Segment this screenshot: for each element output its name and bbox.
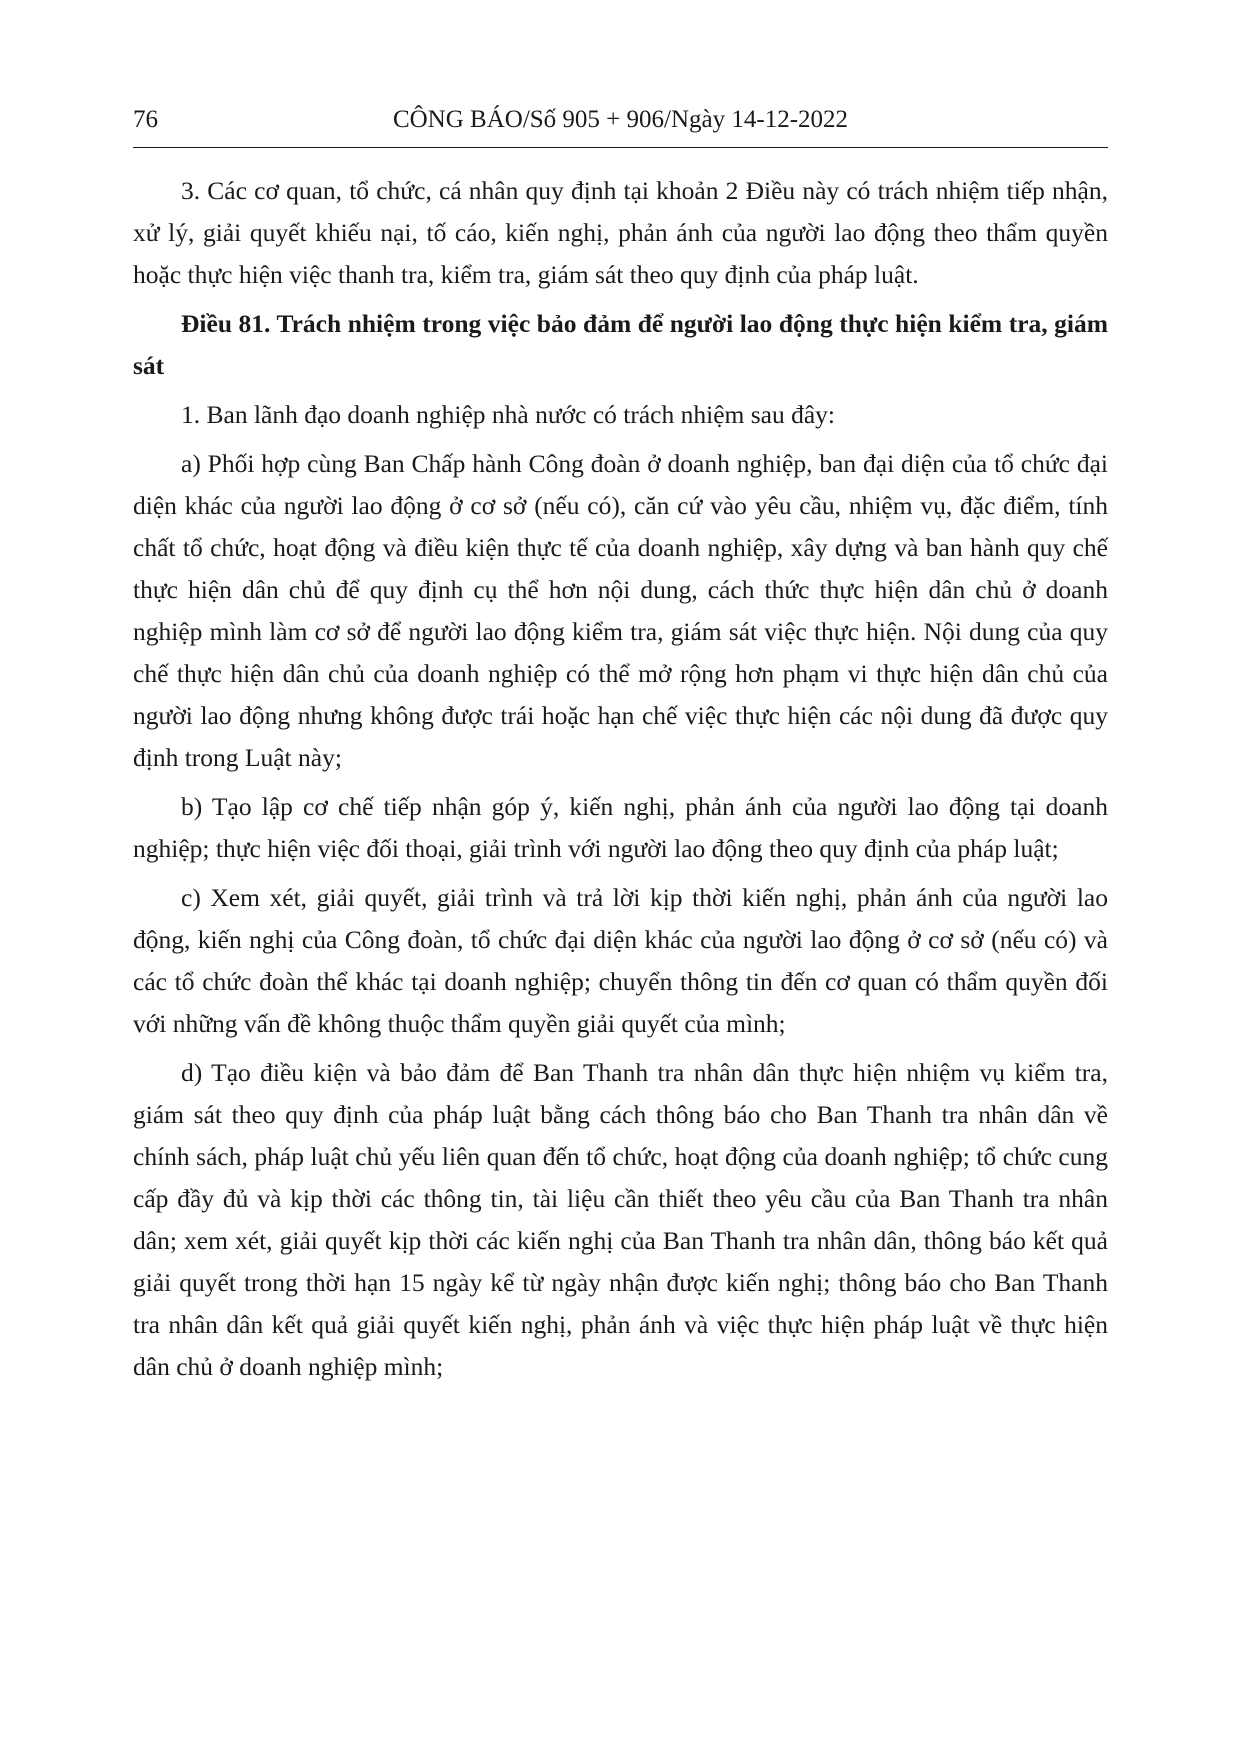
document-body xyxy=(133,170,1108,1395)
page-header xyxy=(133,106,1108,146)
paragraph-clause-3: 3. Các cơ quan, tổ chức, cá nhân quy định tại khoản 2 Điều này có trách nhiệm tiếp nhận, xử lý, giải quyết khiếu nại, tố cáo, kiến nghị, phản ánh của người lao động theo thẩm quyền hoặc thực hiện việc thanh tra, kiểm tra, giám sát theo quy định của pháp luật. xyxy=(133,176,1108,289)
header-divider xyxy=(133,147,1108,148)
article-81-heading: Điều 81. Trách nhiệm trong việc bảo đảm để người lao động thực hiện kiểm tra, giám sát xyxy=(133,309,1108,380)
paragraph-clause-1: 1. Ban lãnh đạo doanh nghiệp nhà nước có trách nhiệm sau đây: xyxy=(181,400,835,429)
paragraph-point-a: a) Phối hợp cùng Ban Chấp hành Công đoàn ở doanh nghiệp, ban đại diện của tổ chức đại diện khác của người lao động ở cơ sở (nếu có), căn cứ vào yêu cầu, nhiệm vụ, đặc điểm, tính chất tổ chức, hoạt động và điều kiện thực tế của doanh nghiệp, xây dựng và ban hành quy chế thực hiện dân chủ để quy định cụ thể hơn nội dung, cách thức thực hiện dân chủ ở doanh nghiệp mình làm cơ sở để người lao động kiểm tra, giám sát việc thực hiện. Nội dung của quy chế thực hiện dân chủ của doanh nghiệp có thể mở rộng hơn phạm vi thực hiện dân chủ của người lao động nhưng không được trái hoặc hạn chế việc thực hiện các nội dung đã được quy định trong Luật này; xyxy=(133,449,1108,772)
page-number: 76 xyxy=(133,106,158,133)
paragraph-point-c: c) Xem xét, giải quyết, giải trình và trả lời kịp thời kiến nghị, phản ánh của người lao động, kiến nghị của Công đoàn, tổ chức đại diện khác của người lao động ở cơ sở (nếu có) và các tổ chức đoàn thể khác tại doanh nghiệp; chuyển thông tin đến cơ quan có thẩm quyền đối với những vấn đề không thuộc thẩm quyền giải quyết của mình; xyxy=(133,883,1108,1038)
paragraph-point-b: b) Tạo lập cơ chế tiếp nhận góp ý, kiến nghị, phản ánh của người lao động tại doanh nghiệp; thực hiện việc đối thoại, giải trình với người lao động theo quy định của pháp luật; xyxy=(133,792,1108,863)
gazette-title: CÔNG BÁO/Số 905 + 906/Ngày 14-12-2022 xyxy=(392,106,849,133)
paragraph-point-d: d) Tạo điều kiện và bảo đảm để Ban Thanh tra nhân dân thực hiện nhiệm vụ kiểm tra, giám sát theo quy định của pháp luật bằng cách thông báo cho Ban Thanh tra nhân dân về chính sách, pháp luật chủ yếu liên quan đến tổ chức, hoạt động của doanh nghiệp; tổ chức cung cấp đầy đủ và kịp thời các thông tin, tài liệu cần thiết theo yêu cầu của Ban Thanh tra nhân dân; xem xét, giải quyết kịp thời các kiến nghị của Ban Thanh tra nhân dân, thông báo kết quả giải quyết trong thời hạn 15 ngày kể từ ngày nhận được kiến nghị; thông báo cho Ban Thanh tra nhân dân kết quả giải quyết kiến nghị, phản ánh và việc thực hiện pháp luật về thực hiện dân chủ ở doanh nghiệp mình; xyxy=(133,1058,1108,1381)
